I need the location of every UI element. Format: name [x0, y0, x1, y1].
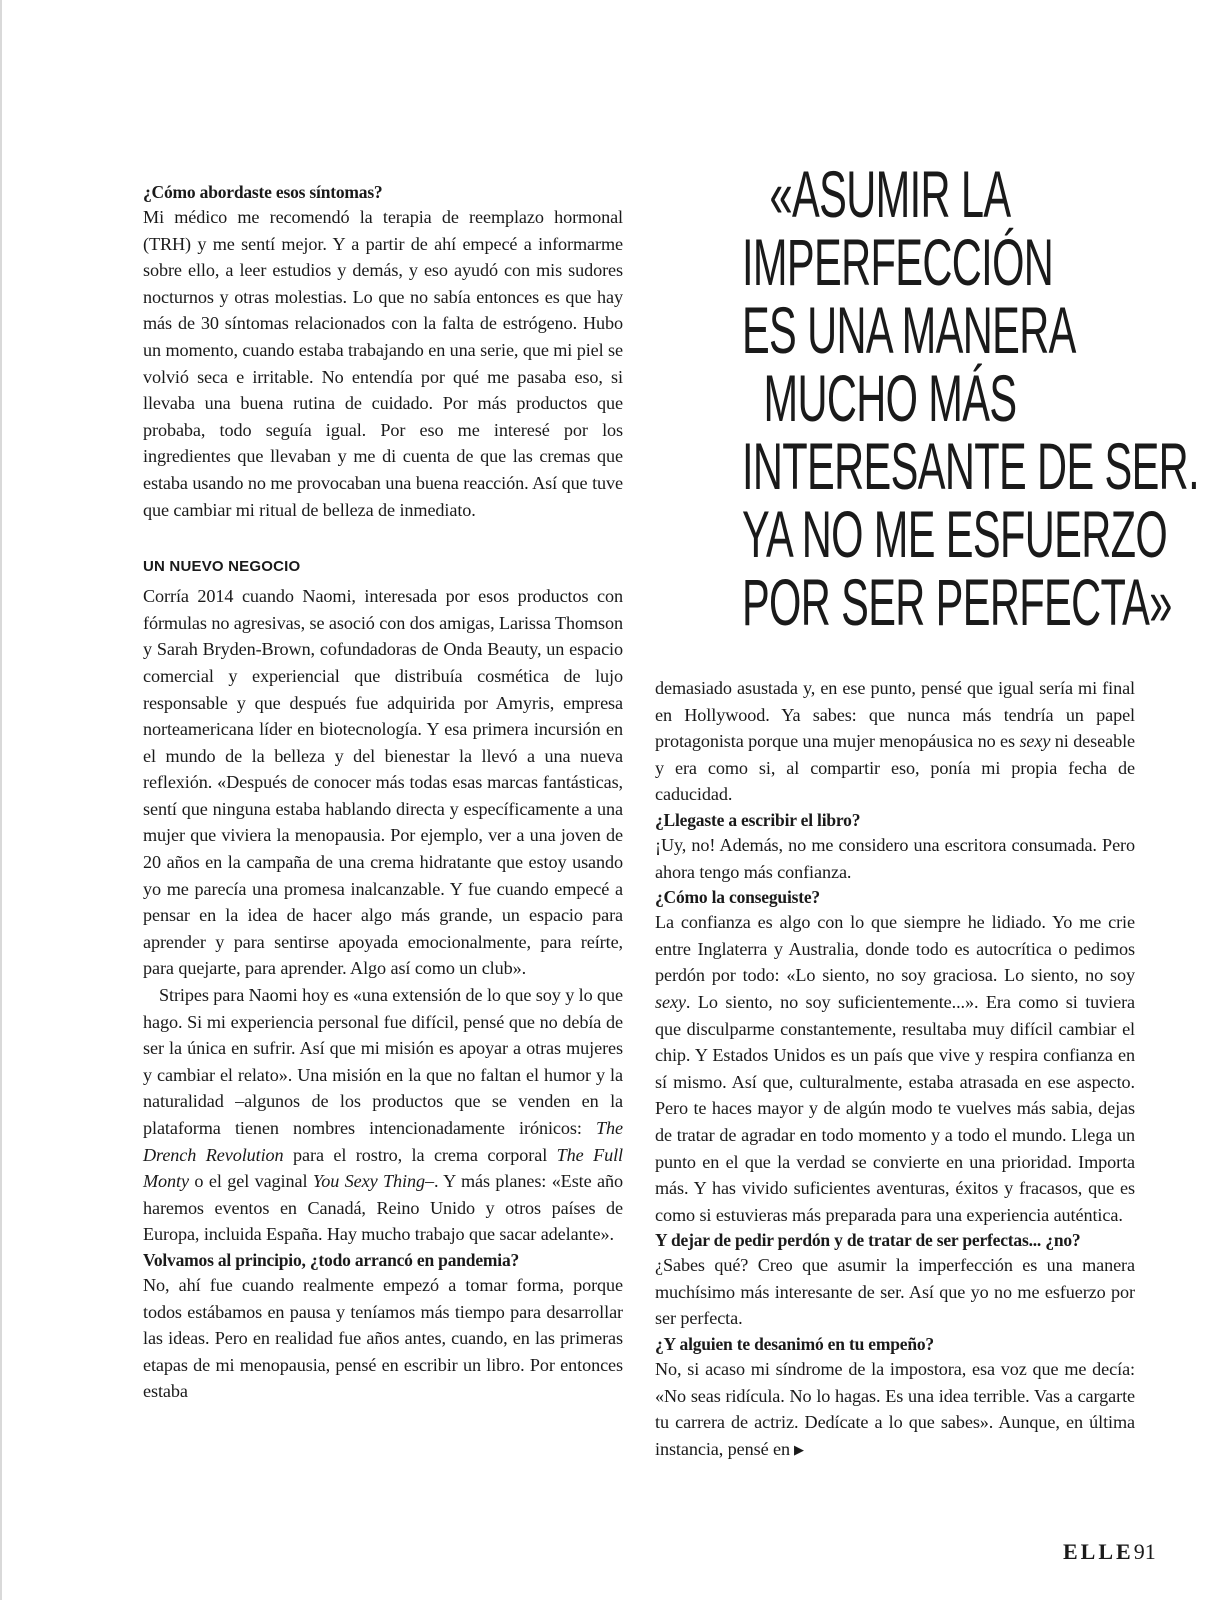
continue-arrow-icon: ▶ — [793, 1441, 804, 1457]
pull-quote-line: ES UNA MANERA — [741, 293, 1076, 367]
question-symptoms: ¿Cómo abordaste esos síntomas? — [143, 182, 383, 202]
pull-quote-line: INTERESANTE DE SER. — [741, 429, 1199, 503]
emphasis-sexy: sexy — [1019, 731, 1051, 752]
question-discouraged: ¿Y alguien te desanimó en tu empeño? — [655, 1334, 934, 1355]
pull-quote-line: POR SER PERFECTA» — [741, 565, 1172, 639]
section-subhead: UN NUEVO NEGOCIO — [143, 558, 301, 576]
question-confidence: ¿Cómo la conseguiste? — [655, 887, 820, 908]
answer-perfection: ¿Sabes qué? Creo que asumir la imperfección es una manera muchísimo más interesante de ser. Así que yo no me esfuerzo por ser perfecta. — [655, 1255, 1135, 1329]
paragraph-hollywood: demasiado asustada y, en ese punto, pensé que igual sería mi final en Hollywood. Ya sabes: que nunca más tendría un papel protagonista porque una mujer menopáusica no es sexy ni deseable y era como si, al compartir eso, ponía mi propia fecha de caducidad. — [655, 678, 1135, 805]
paragraph-new-business: Corría 2014 cuando Naomi, interesada por esos productos con fórmulas no agresivas, se asoció con dos amigas, Larissa Thomson y Sarah Bryden-Brown, cofundadoras de Onda Beauty, un espacio comercial y experiencial que distribuía cosmética de lujo responsable y que después fue adquirida por Amyris, empresa norteamericana líder en biotecnología. Y esa primera incursión en el mundo de la belleza y del bienestar la llevó a una nueva reflexión. «Después de conocer más todas esas marcas fantásticas, sentí que ninguna estaba hablando directa y específicamente a una mujer que viviera la menopausia. Por ejemplo, ver a una joven de 20 años en la campaña de una crema hidratante que estoy usando yo me parecía una promesa inalcanzable. Y fue cuando empecé a pensar en la idea de hacer algo más grande, un espacio para aprender y para sentirse apoyada emocionalmente, para reírte, para quejarte, para aprender. Algo así como un club». — [143, 586, 623, 979]
question-book: ¿Llegaste a escribir el libro? — [655, 809, 861, 830]
page-edge-divider — [0, 0, 2, 1600]
product-title-full-monty: The Full Monty — [143, 1144, 623, 1192]
answer-book: ¡Uy, no! Además, no me considero una escritora consumada. Pero ahora tengo más confianza. — [655, 834, 1135, 882]
product-title-sexy-thing: You Sexy Thing — [312, 1171, 425, 1192]
product-title-drench: The Drench Revolution — [143, 1118, 623, 1165]
pull-quote-line: YA NO ME ESFUERZO — [741, 497, 1168, 571]
question-pandemic: Volvamos al principio, ¿todo arrancó en pandemia? — [143, 1249, 520, 1270]
answer-discouraged: No, si acaso mi síndrome de la impostora, esa voz que me decía: «No seas ridícula. No lo hagas. Es una idea terrible. Vas a cargarte tu carrera de actriz. Dedícate a lo que sabes». Aunque, en última instancia, pensé en ▶ — [655, 1356, 1135, 1463]
pull-quote-line: MUCHO MÁS — [763, 361, 1017, 435]
paragraph-stripes: Stripes para Naomi hoy es «una extensión de lo que soy y lo que hago. Si mi experiencia personal fue difícil, pensé que no debía de ser la única en sufrir. Así que mi misión es apoyar a otras mujeres y cambiar el relato». Una misión en la que no faltan el humor y la naturalidad –algunos de los productos que se venden en la plataforma tienen nombres intencionadamente irónicos: The Drench Revolution para el rostro, la crema corporal The Full Monty o el gel vaginal You Sexy Thing–. Y más planes: «Este año haremos eventos en Canadá, Reino Unido y otros países de Europa, incluida España. Hay mucho trabajo que sacar adelante». — [143, 985, 624, 1245]
magazine-logo: ELLE — [1063, 1539, 1134, 1564]
page-folio — [1063, 1539, 1156, 1565]
pull-quote-line: «ASUMIR LA — [769, 157, 1011, 231]
answer-symptoms: Mi médico me recomendó la terapia de reemplazo hormonal (TRH) y me sentí mejor. Y a partir de ahí empecé a informarme sobre ello, a leer estudios y demás, y eso ayudó con mis sudores nocturnos y otras molestias. Lo que no sabía entonces es que hay más de 30 síntomas relacionados con la falta de estrógeno. Hubo un momento, cuando estaba trabajando en una serie, que mi piel se volvió seca e irritable. No entendía por qué me pasaba eso, si llevaba una buena rutina de cuidado. Por más productos que probaba, todo seguía igual. Por eso me interesé por los ingredientes que llevaban y me di cuenta de que las cremas que estaba usando no me provocaban una buena reacción. Así que tuve que cambiar mi ritual de belleza de inmediato. — [143, 207, 623, 520]
page-number: 91 — [1133, 1539, 1156, 1564]
pull-quote — [655, 157, 1199, 639]
left-column — [143, 180, 623, 1405]
emphasis-sexy: sexy — [655, 991, 686, 1012]
pull-quote-line: IMPERFECCIÓN — [741, 225, 1054, 299]
question-perfection: Y dejar de pedir perdón y de tratar de ser perfectas... ¿no? — [655, 1230, 1081, 1251]
answer-pandemic: No, ahí fue cuando realmente empezó a tomar forma, porque todos estábamos en pausa y teníamos más tiempo para desarrollar las ideas. Pero en realidad fue años antes, cuando, en las primeras etapas de mi menopausia, pensé en escribir un libro. Por entonces estaba — [143, 1274, 623, 1402]
answer-confidence: La confianza es algo con lo que siempre he lidiado. Yo me crie entre Inglaterra y Australia, donde todo es autocrítica o pedimos perdón por todo: «Lo siento, no soy graciosa. Lo siento, no soy sexy. Lo siento, no soy suficientemente...». Era como si tuviera que disculparme constantemente, resultaba muy difícil cambiar el chip. Y Estados Unidos es un país que vive y respira confianza en sí mismo. Así que, culturalmente, estaba atrasada en ese aspecto. Pero te haces mayor y de algún modo te vuelves más sabia, dejas de tratar de agradar en todo momento y a todo el mundo. Llega un punto en el que la verdad se convierte en una prioridad. Importa más. Y has vivido suficientes aventuras, éxitos y fracasos, que es como si estuvieras más preparada para una experiencia auténtica. — [655, 912, 1135, 1225]
right-column — [655, 675, 1135, 1463]
